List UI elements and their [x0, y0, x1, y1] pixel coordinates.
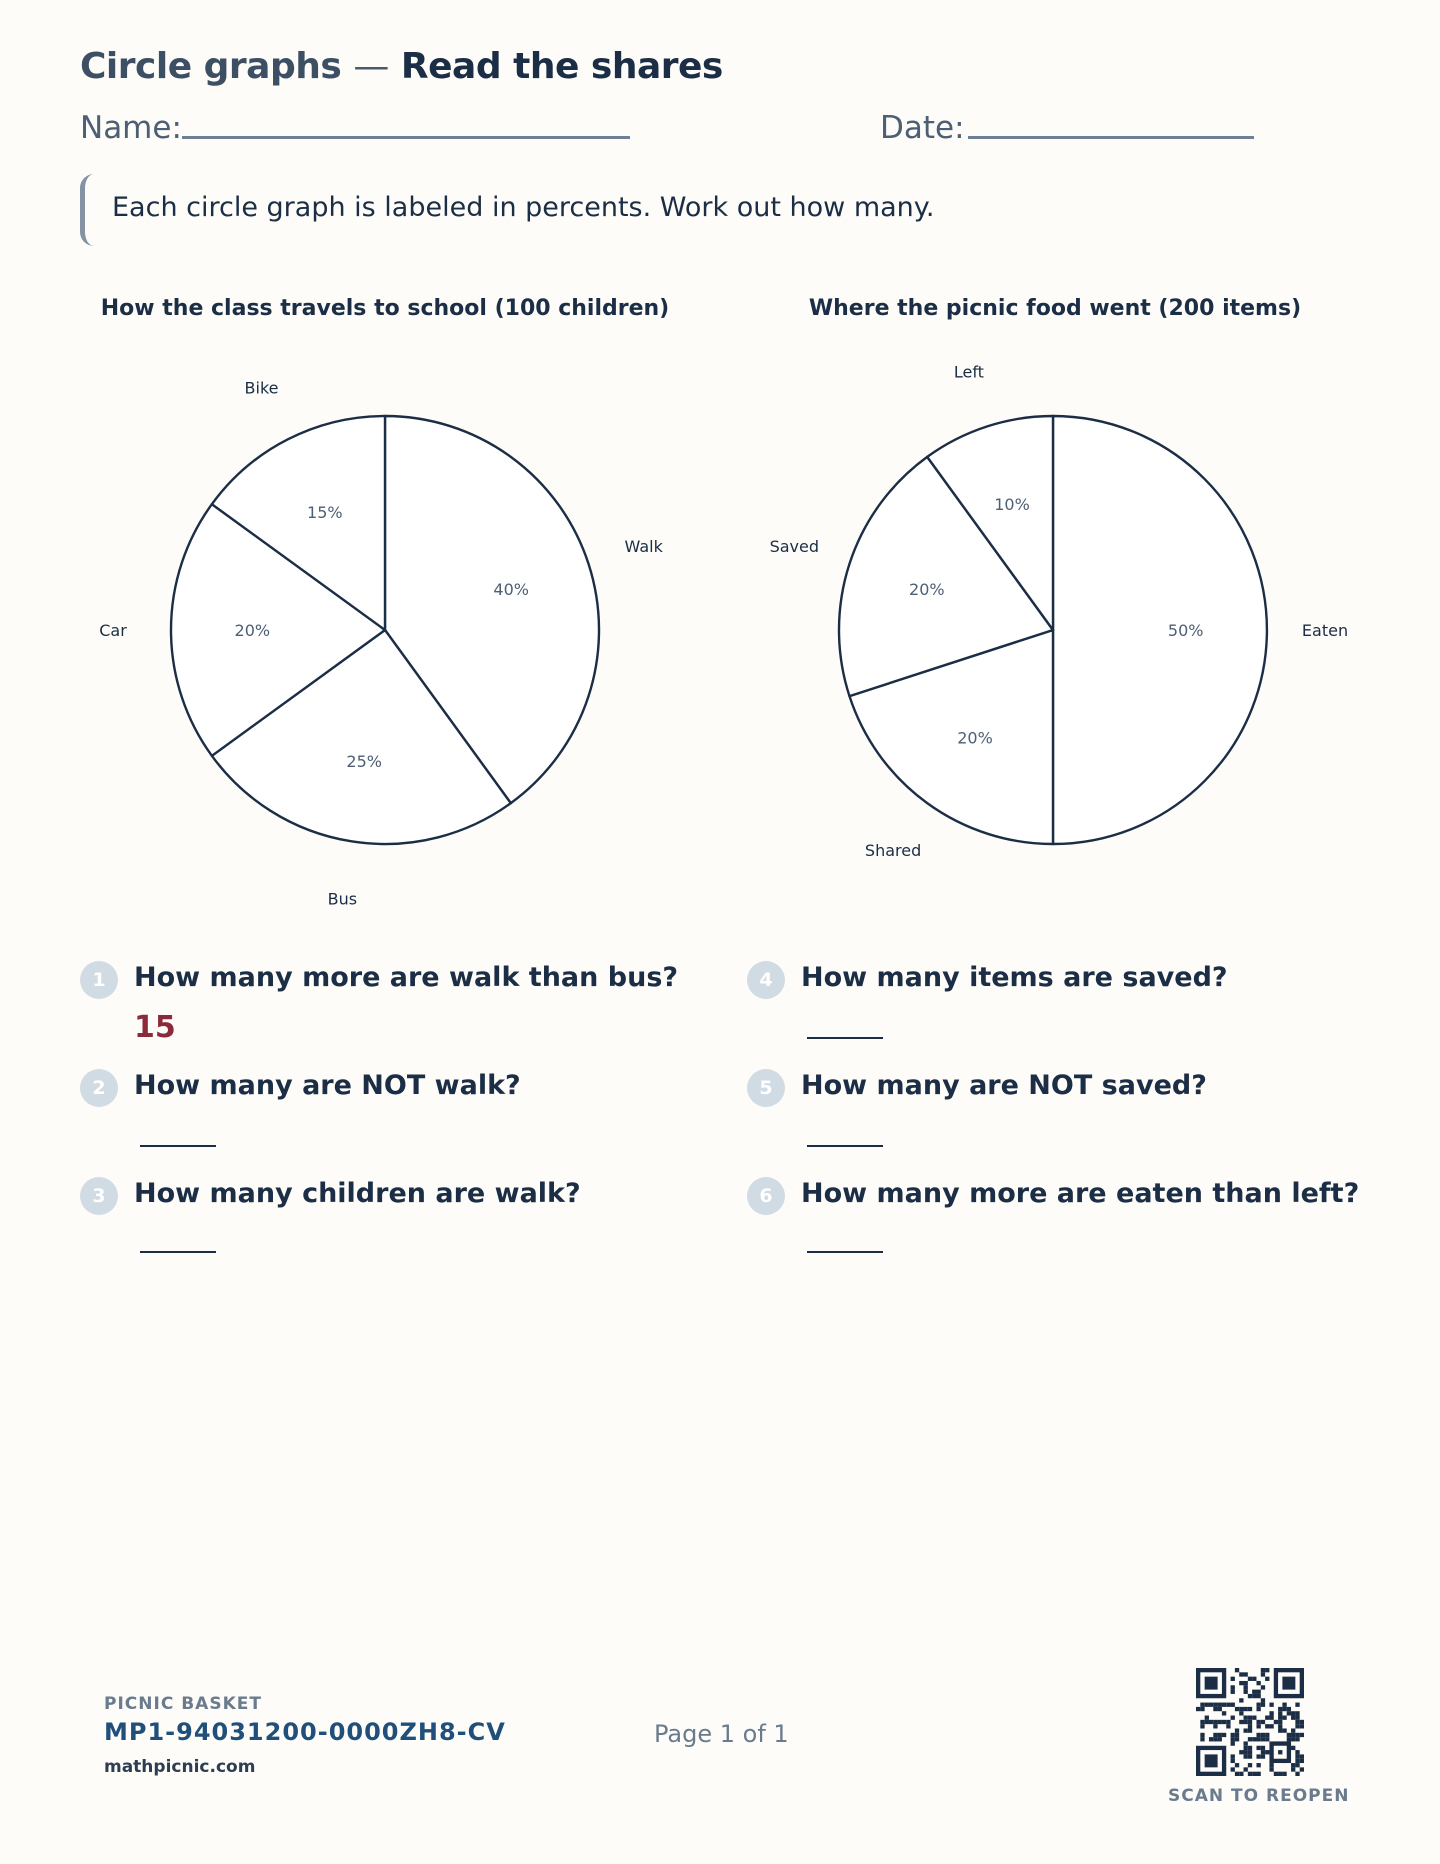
question-1-answer[interactable]: 15 — [134, 1010, 176, 1045]
footer-brand: PICNIC BASKET — [104, 1694, 262, 1714]
pie-chart-picnic — [753, 330, 1353, 930]
title-separator: — — [353, 46, 389, 87]
scan-label: SCAN TO REOPEN — [1168, 1786, 1350, 1806]
question-3-text: How many children are walk? — [134, 1178, 581, 1209]
travel-category-label-car: Car — [99, 621, 127, 640]
page-number: Page 1 of 1 — [654, 1720, 789, 1748]
travel-percent-label-bike: 15% — [307, 502, 343, 522]
question-5-number: 5 — [747, 1069, 785, 1107]
picnic-percent-label-saved: 20% — [909, 580, 945, 599]
pie-chart-travel — [85, 330, 685, 930]
title-part-1: Circle graphs — [80, 46, 342, 87]
picnic-category-label-shared: Shared — [864, 841, 922, 861]
title-part-2: Read the shares — [400, 46, 723, 87]
travel-percent-label-walk: 40% — [493, 580, 529, 599]
chart-1-title: How the class travels to school (100 children) — [100, 296, 670, 321]
picnic-percent-label-shared: 20% — [957, 728, 993, 748]
question-4-number: 4 — [747, 961, 785, 999]
picnic-percent-label-eaten: 50% — [1167, 621, 1204, 640]
footer-site-link[interactable]: mathpicnic.com — [104, 1757, 256, 1777]
chart-2-title: Where the picnic food went (200 items) — [808, 296, 1302, 321]
instruction-text: Each circle graph is labeled in percents. Work out how many. — [112, 192, 935, 223]
picnic-percent-label-left: 10% — [994, 494, 1030, 514]
qr-code-icon[interactable] — [1196, 1668, 1304, 1776]
picnic-category-label-eaten: Eaten — [1301, 621, 1349, 640]
picnic-category-label-saved: Saved — [769, 536, 820, 556]
travel-category-label-bike: Bike — [244, 378, 279, 398]
name-label: Name: — [80, 110, 182, 146]
worksheet-code: MP1-94031200-0000ZH8-CV — [104, 1718, 506, 1746]
question-2-answer-blank[interactable] — [140, 1145, 216, 1147]
instruction-callout — [80, 174, 1180, 246]
question-4-text: How many items are saved? — [801, 962, 1228, 993]
question-6-number: 6 — [747, 1177, 785, 1215]
question-1-number: 1 — [80, 961, 118, 999]
worksheet-title — [80, 46, 723, 87]
question-5-answer-blank[interactable] — [807, 1145, 883, 1147]
question-2-number: 2 — [80, 1069, 118, 1107]
question-2-text: How many are NOT walk? — [134, 1070, 521, 1101]
question-6-text: How many more are eaten than left? — [801, 1178, 1360, 1209]
question-4-answer-blank[interactable] — [807, 1037, 883, 1039]
picnic-category-label-left: Left — [953, 362, 984, 382]
travel-percent-label-bus: 25% — [346, 752, 382, 771]
travel-category-label-walk: Walk — [624, 536, 663, 556]
name-field-line[interactable] — [182, 136, 630, 139]
question-5-text: How many are NOT saved? — [801, 1070, 1207, 1101]
date-field-line[interactable] — [968, 136, 1254, 139]
picnic-slice-eaten — [1053, 416, 1267, 844]
date-label: Date: — [880, 110, 965, 146]
travel-category-label-bus: Bus — [327, 889, 358, 909]
question-6-answer-blank[interactable] — [807, 1251, 883, 1253]
question-3-answer-blank[interactable] — [140, 1251, 216, 1253]
question-3-number: 3 — [80, 1177, 118, 1215]
question-1-text: How many more are walk than bus? — [134, 962, 679, 993]
callout-accent-bar — [80, 174, 94, 246]
travel-percent-label-car: 20% — [234, 621, 271, 640]
